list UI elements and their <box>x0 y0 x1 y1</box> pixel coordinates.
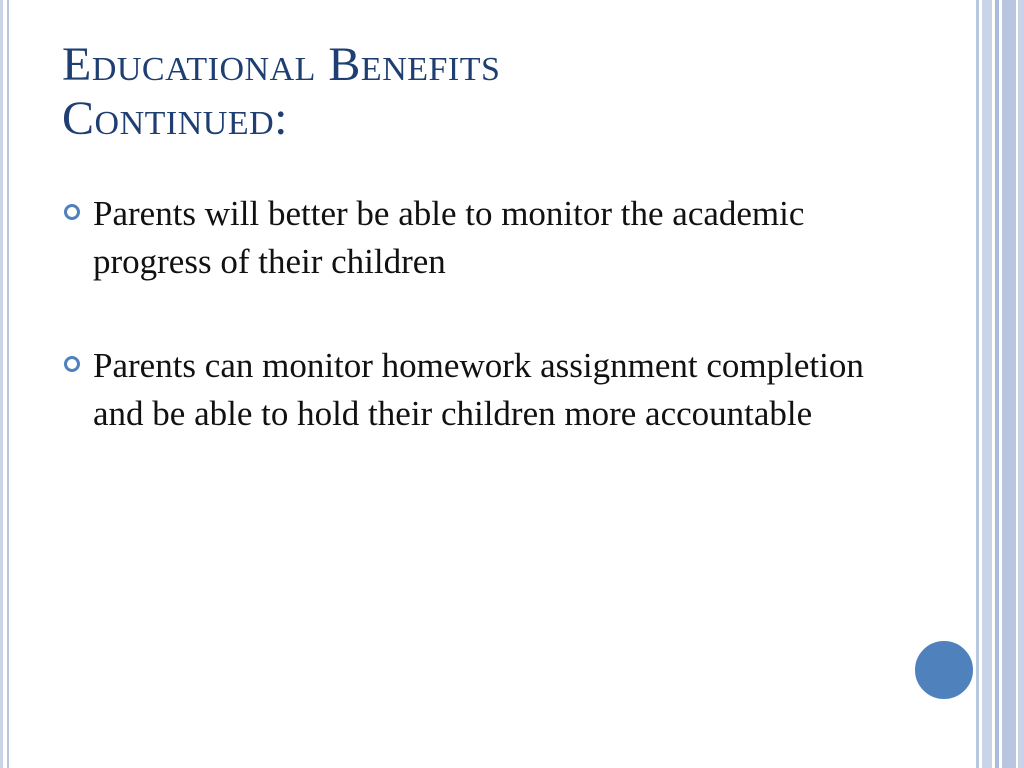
right-decorative-stripes <box>976 0 1024 768</box>
circle-bullet-icon <box>64 356 80 372</box>
slide-title-line: Educational Benefits <box>62 38 501 91</box>
slide-title-line: Continued: <box>62 92 288 145</box>
bullet-text: Parents will better be able to monitor the academic progress of their children <box>93 194 805 281</box>
bullet-list <box>62 190 902 494</box>
left-border-line-inner <box>7 0 9 768</box>
stripe <box>982 0 992 768</box>
decorative-circle-icon <box>913 639 975 701</box>
circle-bullet-icon <box>64 204 80 220</box>
slide-title <box>62 38 942 146</box>
stripe <box>976 0 979 768</box>
stripe <box>995 0 999 768</box>
bullet-item <box>62 190 902 286</box>
bullet-item <box>62 342 902 438</box>
left-border-line <box>0 0 3 768</box>
stripe <box>1002 0 1016 768</box>
stripe <box>1018 0 1024 768</box>
bullet-text: Parents can monitor homework assignment completion and be able to hold their children more accountable <box>93 346 864 433</box>
